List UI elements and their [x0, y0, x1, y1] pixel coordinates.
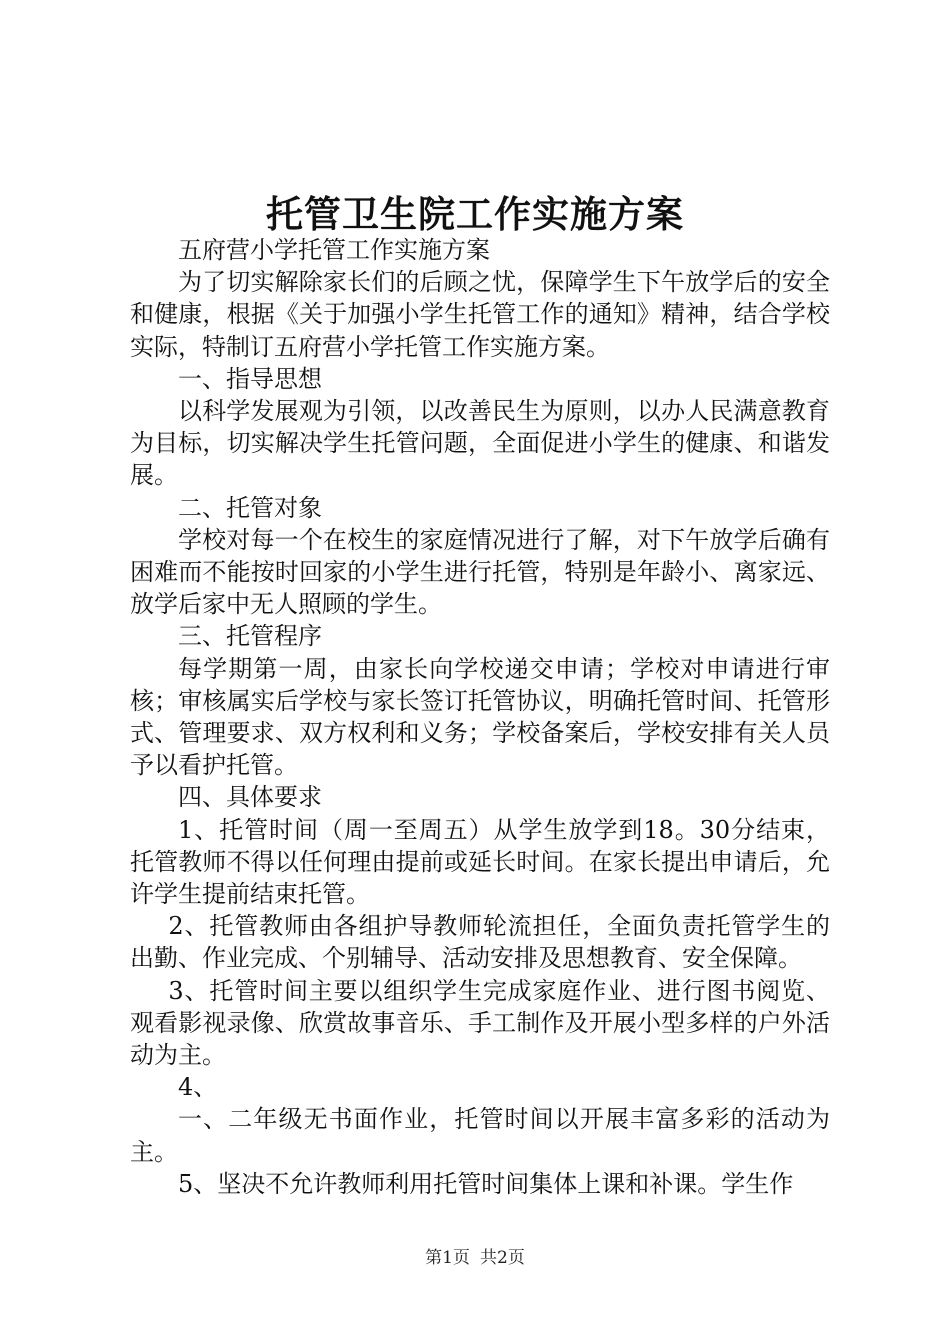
paragraph-requirement-5: 5、坚决不允许教师利用托管时间集体上课和补课。学生作 — [178, 1169, 794, 1198]
heading-requirements: 四、具体要求 — [178, 783, 322, 812]
paragraph-subtitle: 五府营小学托管工作实施方案 — [178, 236, 490, 264]
paragraph-requirement-2: 2、托管教师由各组护导教师轮流担任，全面负责托管学生的出勤、作业完成、个别辅导、活动安排及思想教育、安全保障。 — [130, 912, 830, 973]
paragraph-requirement-4: 4、 — [178, 1073, 218, 1102]
document-body — [130, 234, 830, 1200]
heading-procedure: 三、托管程序 — [178, 622, 322, 651]
page-number: 第1页 — [425, 1248, 470, 1268]
paragraph-requirement-4-detail: 一、二年级无书面作业，托管时间以开展丰富多彩的活动为主。 — [130, 1105, 830, 1166]
document-title: 托管卫生院工作实施方案 — [266, 192, 684, 236]
page-total: 共2页 — [480, 1248, 525, 1268]
heading-guiding-ideology: 一、指导思想 — [178, 364, 322, 393]
heading-target: 二、托管对象 — [178, 493, 322, 522]
paragraph-guiding-ideology: 以科学发展观为引领，以改善民生为原则，以办人民满意教育为目标，切实解决学生托管问题，全面促进小学生的健康、和谐发展。 — [130, 397, 830, 490]
page-footer — [0, 1243, 950, 1268]
paragraph-target: 学校对每一个在校生的家庭情况进行了解，对下午放学后确有困难而不能按时回家的小学生进行托管，特别是年龄小、离家远、放学后家中无人照顾的学生。 — [130, 525, 830, 619]
paragraph-procedure: 每学期第一周，由家长向学校递交申请；学校对申请进行审核；审核属实后学校与家长签订托管协议，明确托管时间、托管形式、管理要求、双方权利和义务；学校备案后，学校安排有关人员予以看护托管。 — [130, 654, 830, 780]
paragraph-intro: 为了切实解除家长们的后顾之忧，保障学生下午放学后的安全和健康，根据《关于加强小学生托管工作的通知》精神，结合学校实际，特制订五府营小学托管工作实施方案。 — [130, 268, 830, 361]
paragraph-requirement-1: 1、托管时间（周一至周五）从学生放学到18。30分结束，托管教师不得以任何理由提前或延长时间。在家长提出申请后，允许学生提前结束托管。 — [130, 815, 830, 909]
paragraph-requirement-3: 3、托管时间主要以组织学生完成家庭作业、进行图书阅览、观看影视录像、欣赏故事音乐、手工制作及开展小型多样的户外活动为主。 — [130, 976, 830, 1070]
